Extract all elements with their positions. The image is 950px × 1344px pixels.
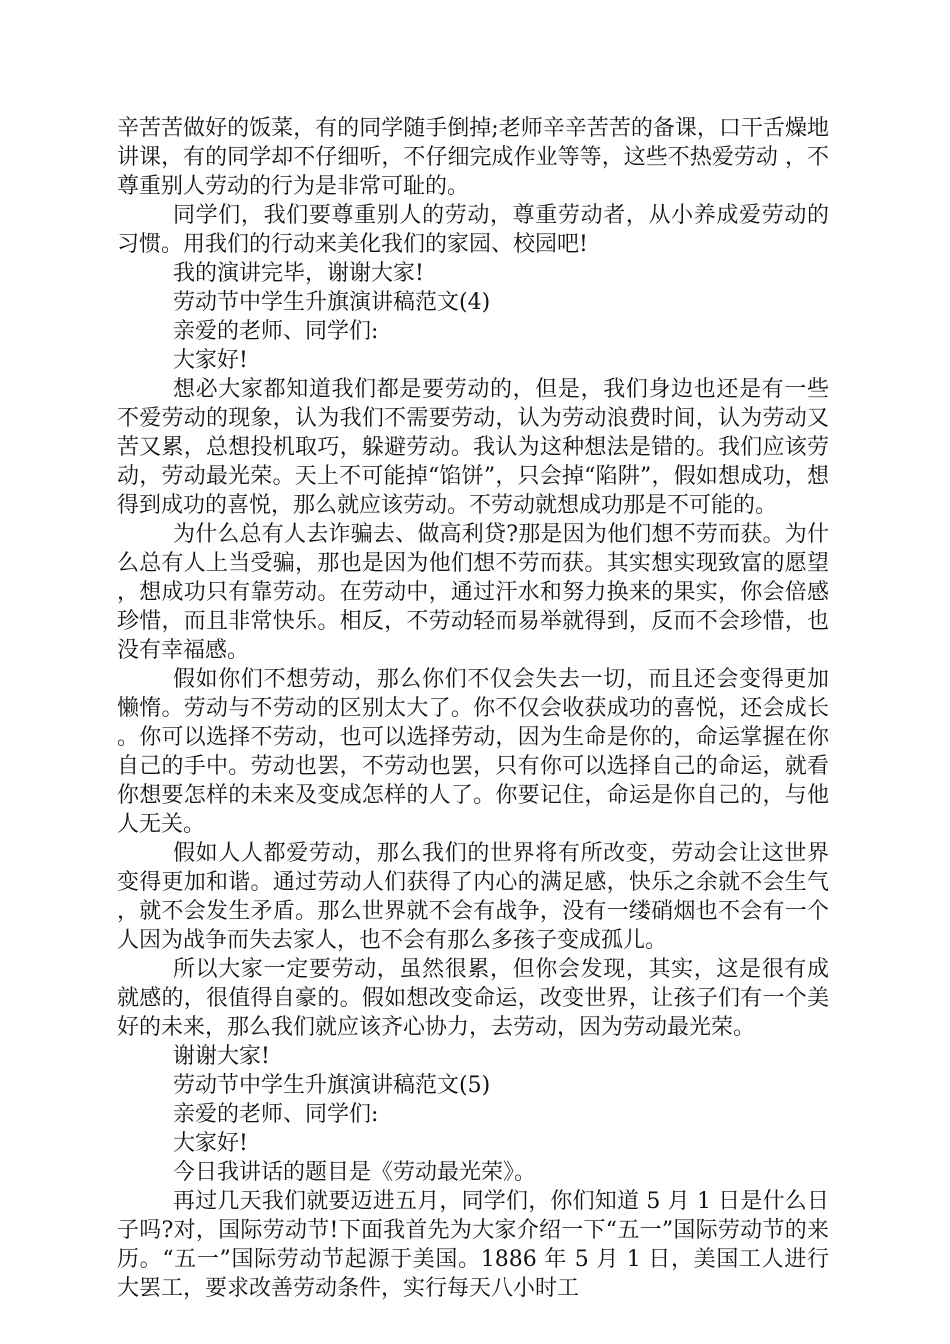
- paragraph-harmony: 假如人人都爱劳动，那么我们的世界将有所改变，劳动会让这世界变得更加和谐。通过劳动人们获得了内心的满足感，快乐之余就不会生气，就不会发生矛盾。那么世界就不会有战争，没有一缕硝烟也不会有一个人因为战争而失去家人，也不会有那么多孩子变成孤儿。: [117, 841, 829, 953]
- section-heading-5: 劳动节中学生升旗演讲稿范文(5): [173, 1073, 491, 1098]
- document-page: [117, 114, 829, 1303]
- closing-thanks-2: 谢谢大家!: [173, 1044, 270, 1069]
- greeting-2: 大家好!: [173, 1131, 248, 1156]
- paragraph-choose-labor: 假如你们不想劳动，那么你们不仅会失去一切，而且还会变得更加懒惰。劳动与不劳动的区别太大了。你不仅会收获成功的喜悦，还会成长。你可以选择不劳动，也可以选择劳动，因为生命是你的，命运掌握在你自己的手中。劳动也罢，不劳动也罢，只有你可以选择自己的命运，就看你想要怎样的未来及变成怎样的人了。你要记住，命运是你自己的，与他人无关。: [117, 667, 829, 837]
- paragraph-may-day-origin: 再过几天我们就要迈进五月，同学们，你们知道 5 月 1 日是什么日子吗?对，国际劳动节!下面我首先为大家介绍一下“五一”国际劳动节的来历。“五一”国际劳动节起源于美国。1886 年 5 月 1 日，美国工人进行大罢工，要求改善劳动条件，实行每天八小时工: [117, 1189, 829, 1301]
- paragraph-why-fraud: 为什么总有人去诈骗去、做高利贷?那是因为他们想不劳而获。为什么总有人上当受骗，那也是因为他们想不劳而获。其实想实现致富的愿望，想成功只有靠劳动。在劳动中，通过汗水和努力换来的果实，你会倍感珍惜，而且非常快乐。相反，不劳动轻而易举就得到，反而不会珍惜，也没有幸福感。: [117, 522, 829, 663]
- paragraph-continuation: 辛苦苦做好的饭菜，有的同学随手倒掉;老师辛辛苦苦的备课，口干舌燥地讲课，有的同学却不仔细听，不仔细完成作业等等，这些不热爱劳动 ，不尊重别人劳动的行为是非常可耻的。: [117, 116, 829, 199]
- salutation: 亲爱的老师、同学们:: [173, 319, 379, 344]
- paragraph-respect-labor: 同学们，我们要尊重别人的劳动，尊重劳动者，从小养成爱劳动的习惯。用我们的行动来美化我们的家园、校园吧!: [117, 203, 829, 257]
- salutation-2: 亲爱的老师、同学们:: [173, 1102, 379, 1127]
- paragraph-labor-needed: 想必大家都知道我们都是要劳动的，但是，我们身边也还是有一些不爱劳动的现象，认为我们不需要劳动，认为劳动浪费时间，认为劳动又苦又累，总想投机取巧，躲避劳动。我认为这种想法是错的。我们应该劳动，劳动最光荣。天上不可能掉“馅饼”，只会掉“陷阱”，假如想成功，想得到成功的喜悦，那么就应该劳动。不劳动就想成功那是不可能的。: [117, 377, 829, 518]
- speech-topic: 今日我讲话的题目是《劳动最光荣》。: [173, 1160, 537, 1185]
- greeting: 大家好!: [173, 348, 248, 373]
- paragraph-conclusion: 所以大家一定要劳动，虽然很累，但你会发现，其实，这是很有成就感的，很值得自豪的。假如想改变命运，改变世界，让孩子们有一个美好的未来，那么我们就应该齐心协力，去劳动，因为劳动最光荣。: [117, 957, 829, 1040]
- section-heading-4: 劳动节中学生升旗演讲稿范文(4): [173, 290, 491, 315]
- closing-thanks: 我的演讲完毕，谢谢大家!: [173, 261, 424, 286]
